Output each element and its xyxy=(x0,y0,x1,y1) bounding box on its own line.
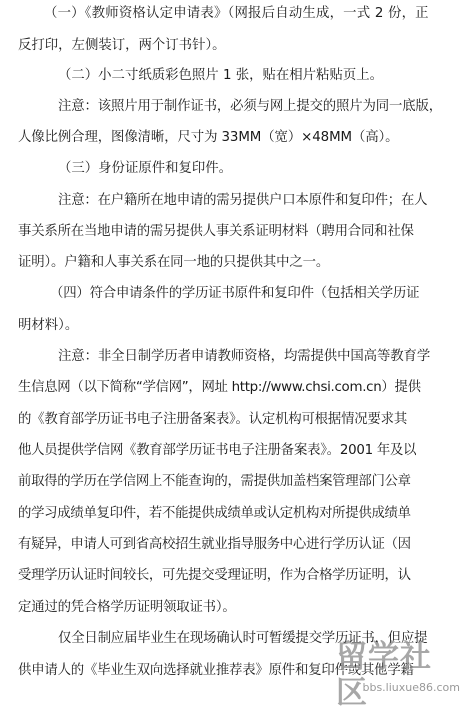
watermark-logo: 留学社区 xyxy=(336,639,432,711)
doc-line: 反打印，左侧装订，两个订书针）。 xyxy=(18,38,226,53)
doc-line: （四）符合申请条件的学历证书原件和复印件（包括相关学历证 xyxy=(50,286,420,301)
watermark-url: bbs.liuxue86.com xyxy=(362,681,460,694)
doc-line: （一）《教师资格认定申请表》（网报后自动生成，一式 2 份，正 xyxy=(44,6,429,21)
doc-line: 人像比例合理，图像清晰，尺寸为 33MM（宽）×48MM（高）。 xyxy=(18,130,399,145)
doc-line: 的学习成绩单复印件，若不能提供成绩单或认定机构对所提供成绩单 xyxy=(18,506,411,521)
doc-line: 定通过的凭合格学历证明领取证书）。 xyxy=(18,600,236,615)
doc-line: 有疑异，申请人可到省高校招生就业指导服务中心进行学历认证（因 xyxy=(18,537,411,552)
doc-line: 注意：该照片用于制作证书，必须与网上提交的照片为同一底版， xyxy=(58,99,442,114)
doc-line: （三）身份证原件和复印件。 xyxy=(58,161,233,176)
doc-line: 事关系所在当地申请的需另提供人事关系证明材料（聘用合同和社保 xyxy=(18,224,414,239)
doc-line: 前取得的学历在学信网上不能查询的，需提供加盖档案管理部门公章 xyxy=(18,474,411,489)
doc-line: 仅全日制应届毕业生在现场确认时可暂缓提交学历证书，但应提 xyxy=(58,631,428,646)
doc-line: 注意：非全日制学历者申请教师资格，均需提供中国高等教育学 xyxy=(58,349,431,364)
doc-line: 供申请人的《毕业生双向选择就业推荐表》原件和复印件或其他学籍 xyxy=(18,663,414,678)
doc-line: 证明）。户籍和人事关系在同一地的只提供其中之一。 xyxy=(18,255,330,270)
doc-line: （二）小二寸纸质彩色照片 1 张，贴在相片粘贴页上。 xyxy=(58,68,384,83)
doc-line: 的《教育部学历证书电子注册备案表》。认定机构可根据情况要求其 xyxy=(18,412,408,427)
doc-line: 受理学历认证时间较长，可先提交受理证明，作为合格学历证明，认 xyxy=(18,568,411,583)
doc-line: 注意：在户籍所在地申请的需另提供户口本原件和复印件；在人 xyxy=(58,193,428,208)
doc-line: 明材料）。 xyxy=(18,318,79,333)
doc-line: 生信息网（以下简称“学信网”，网址 http://www.chsi.com.cn）提供 xyxy=(18,380,421,395)
doc-line: 他人员提供学信网《教育部学历证书电子注册备案表》。2001 年及以 xyxy=(18,443,417,458)
